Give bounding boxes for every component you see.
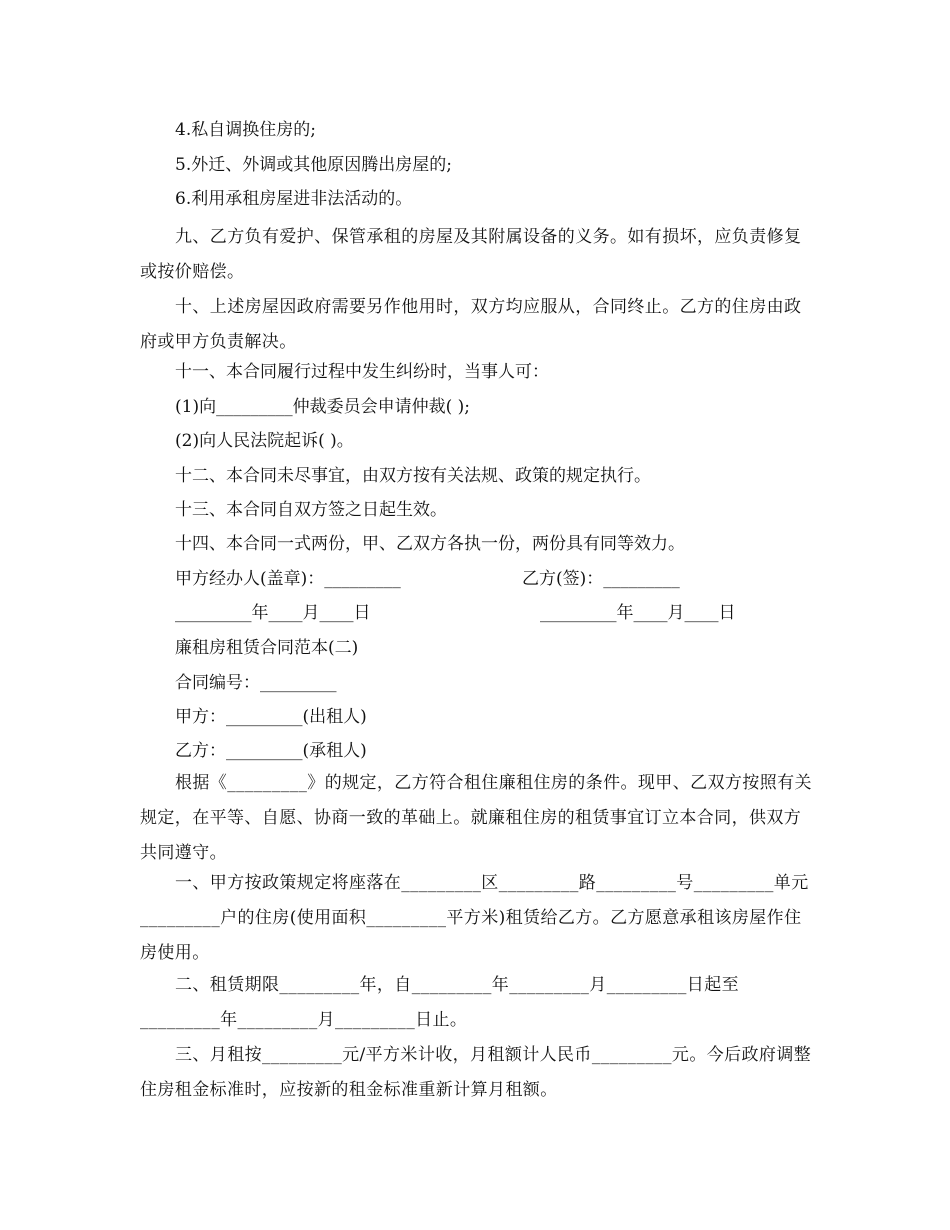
clause-item-5: 5.外迁、外调或其他原因腾出房屋的; [175,155,452,175]
clause-14: 十四、本合同一式两份，甲、乙双方各执一份，两份具有同等效力。 [175,534,685,554]
clause-13: 十三、本合同自双方签之日起生效。 [175,500,447,520]
clause-item-4: 4.私自调换住房的; [175,120,316,140]
signature-date-b: _________年____月____日 [540,603,736,623]
clause-12: 十二、本合同未尽事宜，由双方按有关法规、政策的规定执行。 [175,466,651,486]
document-title-2: 廉租房租赁合同范本(二) [175,638,359,658]
signature-date-a: _________年____月____日 [175,603,371,623]
signature-party-b: 乙方(签)：_________ [522,569,680,589]
basis-paragraph: 根据《_________》的规定，乙方符合租住廉租住房的条件。现甲、乙双方按照有关规定，在平等、自愿、协商一致的革础上。就廉租住房的租赁事宜订立本合同，供双方共同遵守。 [140,773,812,863]
clause-11-option-2: (2)向人民法院起诉( )。 [175,431,354,451]
signature-party-a: 甲方经办人(盖章)：_________ [175,569,401,589]
article-1: 一、甲方按政策规定将座落在_________区_________路_________号_________单元_________户的住房(使用面积_________平方米)租赁给乙方。乙方愿意承租该房屋作住房使用。 [140,873,809,963]
article-3: 三、月租按_________元/平方米计收，月租额计人民币_________元。今后政府调整住房租金标准时，应按新的租金标准重新计算月租额。 [140,1045,812,1100]
clause-11-option-1: (1)向_________仲裁委员会申请仲裁( ); [175,397,470,417]
contract-number: 合同编号：_________ [175,673,337,693]
clause-9: 九、乙方负有爱护、保管承租的房屋及其附属设备的义务。如有损坏，应负责修复或按价赔偿。 [140,227,802,282]
clause-item-6: 6.利用承租房屋进非法活动的。 [175,189,413,209]
article-2: 二、租赁期限_________年，自_________年_________月_________日起至_________年_________月_________日止。 [140,975,739,1030]
clause-10: 十、上述房屋因政府需要另作他用时，双方均应服从，合同终止。乙方的住房由政府或甲方负责解决。 [140,297,802,352]
clause-11: 十一、本合同履行过程中发生纠纷时，当事人可： [175,362,549,382]
party-b-line: 乙方：_________(承租人) [175,741,367,761]
party-a-line: 甲方：_________(出租人) [175,707,367,727]
